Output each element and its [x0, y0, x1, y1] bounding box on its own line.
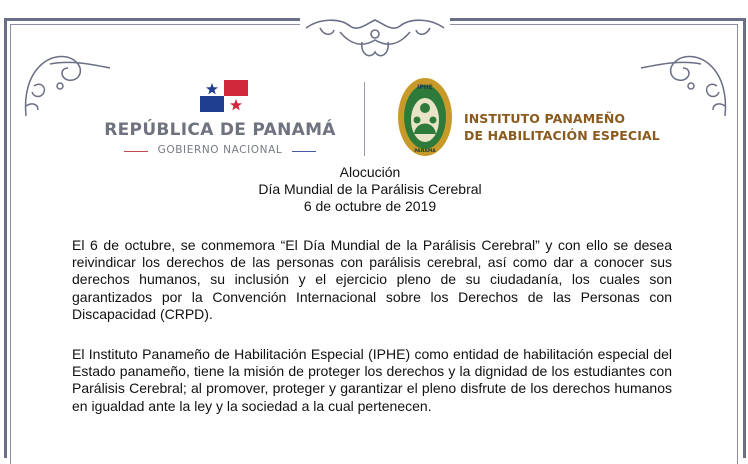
republic-header [100, 80, 360, 160]
government-subtitle: GOBIERNO NACIONAL [157, 144, 283, 156]
title-line-allocution: Alocución [339, 164, 401, 180]
title-line-event: Día Mundial de la Parálisis Cerebral [258, 181, 482, 197]
institute-name [464, 110, 684, 144]
title-line-date: 6 de octubre de 2019 [303, 198, 437, 214]
panama-flag-icon [200, 80, 248, 112]
document-title [0, 164, 740, 215]
right-corner-ornament [636, 46, 731, 118]
institute-name-line2: DE HABILITACIÓN ESPECIAL [464, 128, 660, 143]
subtitle-line-right [292, 151, 316, 152]
logo-bottom-text: PANAMA [414, 149, 436, 154]
header-divider [364, 82, 365, 156]
institute-name-line1: INSTITUTO PANAMEÑO [464, 111, 626, 126]
paragraph-2: El Instituto Panameño de Habilitación Especial (IPHE) como entidad de habilitación especial del Estado panameño, tiene la misión de proteger los derechos y la dignidad de los estudiantes con Parálisis Cerebral; al promover, proteger y garantizar el pleno disfrute de los derechos humanos en igualdad ante la ley y la sociedad a la cual pertenecen. [72, 346, 672, 414]
top-ornament [300, 14, 450, 66]
logo-top-text: IPHE [417, 84, 433, 91]
iphe-logo-icon [396, 76, 454, 158]
paragraph-1: El 6 de octubre, se conmemora “El Día Mundial de la Parálisis Cerebral” y con ello se desea reivindicar los derechos de las personas con parálisis cerebral, así como dar a conocer sus derechos humanos, su inclusión y el ejercicio pleno de su ciudadanía, los cuales son garantizados por la Convención Internacional sobre los Derechos de las Personas con Discapacidad (CRPD). [72, 237, 672, 322]
republic-title: REPÚBLICA DE PANAMÁ [104, 120, 336, 140]
